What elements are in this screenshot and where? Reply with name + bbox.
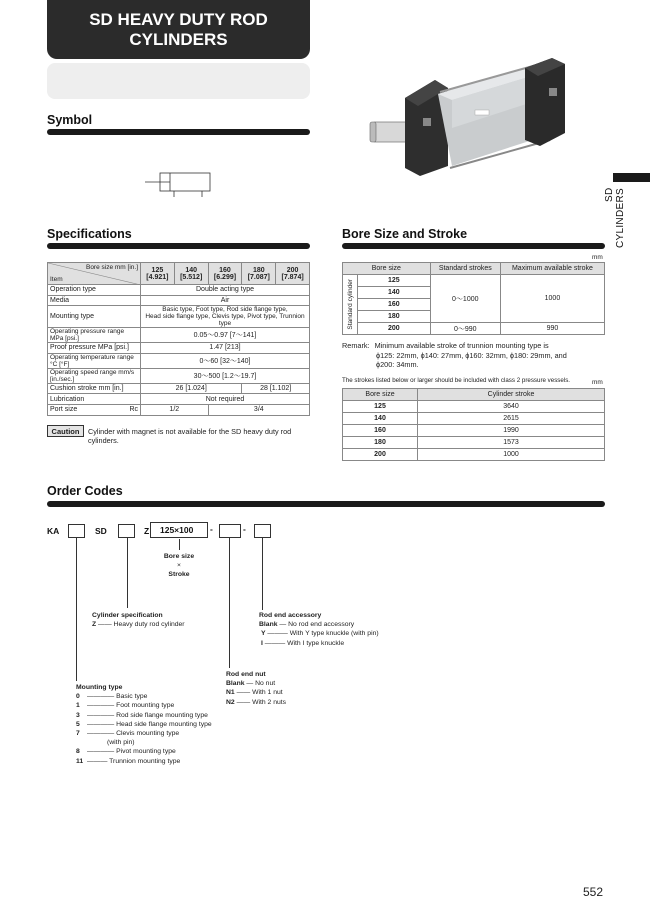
table-row: 140 — [343, 287, 605, 299]
table-row: 200 1000 — [343, 449, 605, 461]
specifications-title: Specifications — [47, 227, 132, 241]
spec-bore-160: 160 [6.299] — [208, 263, 242, 285]
spec-header-corner — [48, 263, 141, 285]
code-box-nut — [219, 524, 241, 538]
bore-stroke-title-bar — [342, 243, 605, 249]
symbol-title-bar — [47, 129, 310, 135]
side-tab-label: SD CYLINDERS — [604, 188, 626, 248]
page-number: 552 — [583, 885, 604, 899]
subtitle-panel — [47, 63, 310, 99]
pneumatic-cylinder-symbol — [140, 168, 225, 198]
code-box-spec — [118, 524, 135, 538]
table-row: 125 3640 — [343, 401, 605, 413]
table-row: Operating temperature range °C [°F] 0～60 [32～140] — [48, 353, 310, 368]
standard-cylinder-label: Standard cylinder — [346, 279, 354, 330]
spec-header-bore-label: Bore size mm [in.] — [85, 264, 138, 271]
code-example: 125×100 — [160, 525, 194, 535]
cylinder-product-image — [360, 58, 575, 183]
code-sd: SD — [95, 526, 107, 536]
order-codes-title: Order Codes — [47, 484, 123, 498]
table-row: 180 1573 — [343, 437, 605, 449]
table-row: Mounting type Basic type, Foot type, Rod side flange type, Head side flange type, Clevis type, Pivot type, Trunnion type — [48, 306, 310, 328]
cylinder-spec-legend: Cylinder specification Z —— Heavy duty rod cylinder — [92, 612, 185, 629]
code-dash-2: - — [243, 524, 246, 534]
bore-stroke-title: Bore Size and Stroke — [342, 227, 468, 241]
code-dash-1: - — [210, 524, 213, 534]
rod-nut-legend: Rod end nut Blank — No nut N1 —— With 1 nut N2 —— With 2 nuts — [226, 671, 287, 706]
spec-bore-200: 200 [7.874] — [276, 263, 310, 285]
page-title — [47, 0, 310, 59]
table-row: 160 — [343, 299, 605, 311]
table-row: 180 — [343, 311, 605, 323]
order-codes-title-bar — [47, 501, 605, 507]
table-row: Operating speed range mm/s [in./sec.] 30～500 [1.2～19.7] — [48, 368, 310, 383]
table-row: 140 2615 — [343, 413, 605, 425]
table-row: Operating pressure range MPa [psi.] 0.05～0.97 [7～141] — [48, 328, 310, 343]
code-box-mounting — [68, 524, 85, 538]
spec-bore-140: 140 [5.512] — [174, 263, 208, 285]
symbol-title: Symbol — [47, 113, 93, 127]
caution-badge: Caution — [47, 425, 84, 437]
bore-remark: Remark: Minimum available stroke of trunnion mounting type is ϕ125: 22mm, ϕ140: 27mm, ϕ160: 32mm, ϕ180: 29mm, and ϕ200: 34mm. — [342, 341, 567, 369]
spec-header-item-label: Item — [50, 276, 63, 283]
table-row: 200 0～990 990 — [343, 323, 605, 335]
spec-bore-125: 125 [4.921] — [141, 263, 175, 285]
class2-unit: mm — [592, 379, 603, 386]
table-row: 160 1990 — [343, 425, 605, 437]
page-title-line2: CYLINDERS — [129, 30, 228, 49]
table-row: Cushion stroke mm [in.] 26 [1.024] 28 [1.102] — [48, 383, 310, 394]
side-tab-marker — [613, 173, 650, 182]
cylinder-stroke-table: Bore size Cylinder stroke 125 3640 140 2615 160 1990 180 1573 200 1000 — [342, 388, 605, 461]
table-row: Port size Rc 1/2 3/4 — [48, 404, 310, 415]
page-title-line1: SD HEAVY DUTY ROD — [89, 10, 268, 29]
table-row: Operation type Double acting type — [48, 285, 310, 296]
table-row: Media Air — [48, 295, 310, 306]
spec-bore-180: 180 [7.087] — [242, 263, 276, 285]
bore-stroke-label: Bore size × Stroke — [163, 553, 195, 579]
table-row: Proof pressure MPa [psi.] 1.47 [213] — [48, 343, 310, 354]
caution-text: Cylinder with magnet is not available for the SD heavy duty rod cylinders. — [88, 427, 292, 445]
table-row: Lubrication Not required — [48, 394, 310, 405]
rod-accessory-legend: Rod end accessory Blank — No rod end accessory Y ——— With Y type knuckle (with pin) I ——— With I type knuckle — [259, 612, 379, 647]
mounting-type-legend: Mounting type 0 ———— Basic type 1 ———— Foot mounting type 3 ———— Rod side flange mounting type 5 ———— Head side flange mounting type 7 ———— Clevis mounting type (with pin) 8 ———— Pivot mounting type 11 ——— Trunnion mounting type — [76, 684, 212, 765]
class2-note: The strokes listed below or larger should be included with class 2 pressure vessels. — [342, 377, 571, 384]
bore-stroke-table: Bore size Standard strokes Maximum available stroke Standard cylinder 125 0～1000 1000 140 160 180 200 0～990 990 — [342, 262, 605, 335]
bore-unit: mm — [592, 254, 603, 261]
code-box-accessory — [254, 524, 271, 538]
specifications-title-bar — [47, 243, 310, 249]
code-z: Z — [144, 526, 150, 536]
code-ka: KA — [47, 526, 60, 536]
specifications-table — [47, 262, 310, 416]
table-row: Standard cylinder 125 0～1000 1000 — [343, 275, 605, 287]
